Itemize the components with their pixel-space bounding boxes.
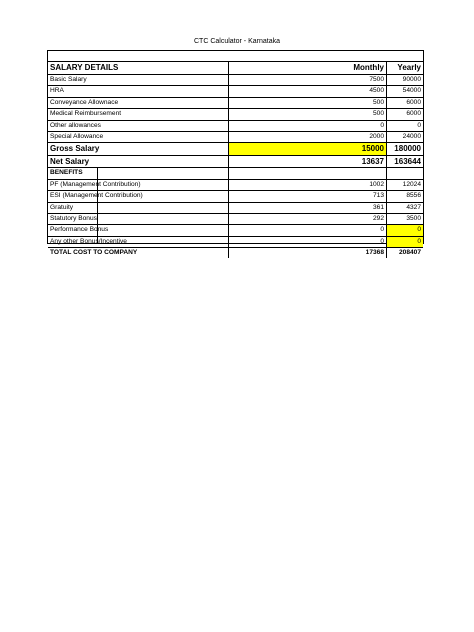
monthly-cell[interactable]: 2000 <box>229 132 387 142</box>
monthly-cell[interactable]: 0 <box>229 237 387 247</box>
monthly-cell[interactable]: 0 <box>229 121 387 131</box>
yearly-cell[interactable]: 12024 <box>402 180 421 188</box>
table-row <box>48 214 423 225</box>
row-label: Gratuity <box>48 203 229 213</box>
table-row <box>48 180 423 191</box>
header-yearly: Yearly <box>397 63 421 72</box>
row-label: ESI (Management Contribution) <box>48 191 229 201</box>
yearly-cell[interactable]: 90000 <box>402 76 421 83</box>
yearly-cell[interactable]: 163644 <box>394 156 421 166</box>
benefits-heading-row <box>48 168 423 179</box>
monthly-cell[interactable]: 500 <box>229 98 387 108</box>
table-row <box>48 75 423 86</box>
yearly-cell[interactable]: 54000 <box>402 87 421 95</box>
table-row <box>48 109 423 120</box>
gross-salary-row <box>48 143 423 156</box>
yearly-cell[interactable]: 0 <box>417 121 421 129</box>
monthly-cell[interactable]: 0 <box>229 225 387 235</box>
ctc-table <box>47 50 424 257</box>
header-monthly: Monthly <box>229 62 387 74</box>
total-row <box>48 248 423 258</box>
monthly-cell[interactable]: 292 <box>229 214 387 224</box>
row-label: Performance Bonus <box>48 225 229 235</box>
sheet-title: CTC Calculator - Karnataka <box>194 38 280 45</box>
yearly-cell[interactable]: 8556 <box>406 192 421 200</box>
table-row <box>48 132 423 143</box>
row-label: Net Salary <box>48 156 229 168</box>
table-row <box>48 203 423 214</box>
header-row <box>48 61 423 75</box>
row-label: Basic Salary <box>48 75 229 85</box>
row-label: Conveyance Allownace <box>48 98 229 108</box>
row-label: TOTAL COST TO COMPANY <box>48 248 229 258</box>
table-row <box>48 121 423 132</box>
monthly-cell[interactable]: 4500 <box>229 86 387 96</box>
other-bonus-yearly-input[interactable]: 0 <box>387 237 423 247</box>
yearly-cell[interactable]: 208407 <box>398 249 421 257</box>
row-label: PF (Management Contribution) <box>48 180 229 190</box>
benefits-heading: BENEFITS <box>48 168 229 178</box>
yearly-cell[interactable]: 180000 <box>394 144 421 154</box>
table-row <box>48 86 423 97</box>
table-row <box>48 98 423 109</box>
row-label: Special Allowance <box>48 132 229 142</box>
performance-bonus-yearly-input[interactable]: 0 <box>387 225 423 235</box>
yearly-cell[interactable]: 24000 <box>402 132 421 140</box>
yearly-cell[interactable]: 6000 <box>406 110 421 118</box>
yearly-cell[interactable]: 3500 <box>406 214 421 222</box>
table-row <box>48 191 423 202</box>
table-row <box>48 225 423 236</box>
yearly-cell[interactable]: 4327 <box>406 203 421 211</box>
header-label: SALARY DETAILS <box>48 62 229 74</box>
row-label: HRA <box>48 86 229 96</box>
monthly-cell[interactable]: 13637 <box>229 156 387 168</box>
monthly-cell[interactable]: 713 <box>229 191 387 201</box>
monthly-cell[interactable]: 17368 <box>229 248 387 258</box>
net-salary-row <box>48 156 423 169</box>
row-label: Other allowances <box>48 121 229 131</box>
row-label: Gross Salary <box>48 143 229 155</box>
monthly-cell[interactable]: 500 <box>229 109 387 119</box>
yearly-cell[interactable] <box>387 168 423 178</box>
row-label: Medical Reimbursement <box>48 109 229 119</box>
monthly-cell[interactable]: 1002 <box>229 180 387 190</box>
monthly-cell[interactable]: 361 <box>229 203 387 213</box>
gross-monthly-input[interactable]: 15000 <box>229 143 387 155</box>
monthly-cell[interactable] <box>229 168 387 178</box>
row-label: Statutory Bonus <box>48 214 229 224</box>
column-divider <box>97 168 98 243</box>
monthly-cell[interactable]: 7500 <box>229 75 387 85</box>
table-row <box>48 237 423 248</box>
row-label: Any other Bonus/Incentive <box>48 237 229 247</box>
yearly-cell[interactable]: 6000 <box>406 98 421 106</box>
